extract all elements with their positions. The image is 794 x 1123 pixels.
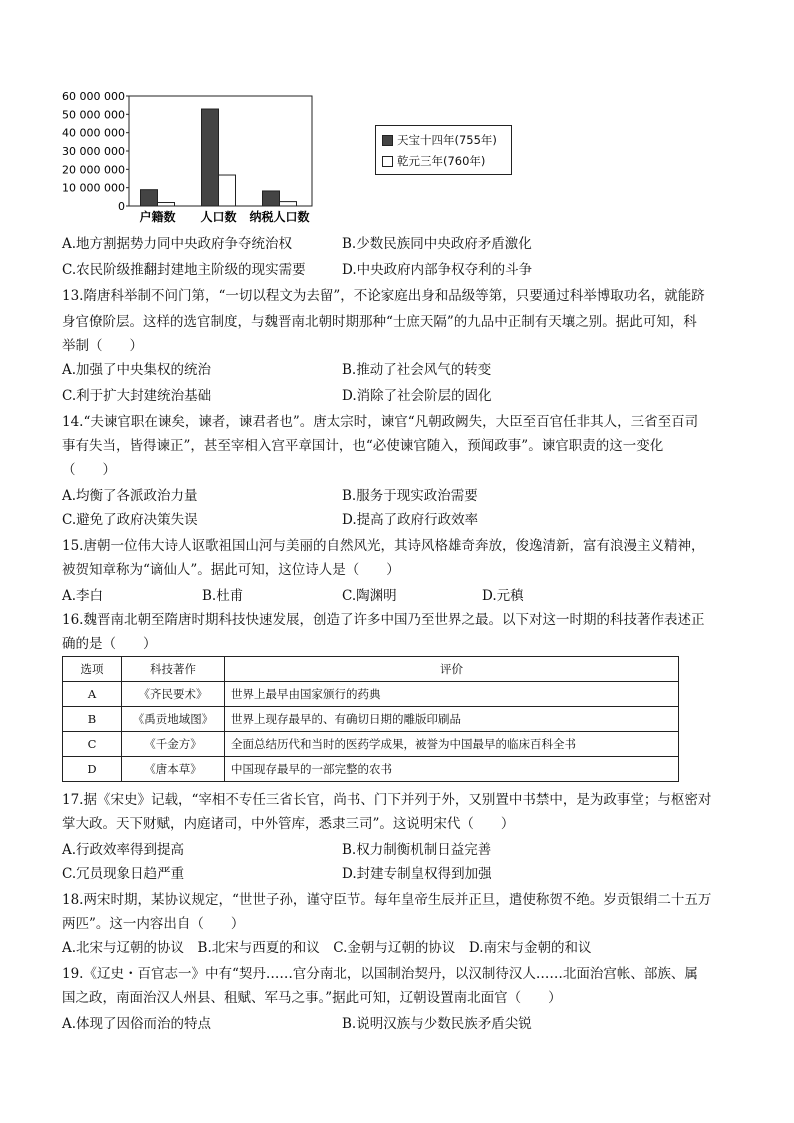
table-cell: C (63, 732, 122, 757)
q17-option-d: D.封建专制皇权得到加强 (342, 866, 492, 882)
q17-option-b: B.权力制衡机制日益完善 (342, 842, 492, 858)
y-tick-label: 30 000 000 (62, 145, 125, 158)
bar (141, 190, 158, 206)
table-cell: D (63, 757, 122, 782)
bar (219, 175, 236, 206)
table-row (63, 682, 679, 707)
x-category-label: 户籍数 (139, 210, 176, 224)
bar (280, 202, 297, 206)
table-cell: 《齐民要术》 (122, 682, 225, 707)
q16-table (62, 656, 679, 782)
q13-stem-line3: 举制（ ） (62, 338, 143, 354)
q17-stem-line2: 掌大政。天下财赋，内庭诸司，中外管库，悉隶三司”。这说明宋代（ ） (62, 816, 515, 832)
population-bar-chart (62, 88, 362, 228)
q14-option-b: B.服务于现实政治需要 (342, 488, 478, 504)
table-cell: 中国现存最早的一部完整的农书 (225, 757, 679, 782)
q18-options: A.北宋与辽朝的协议 B.北宋与西夏的和议 C.金朝与辽朝的协议 D.南宋与金朝的和议 (62, 940, 592, 956)
q12-option-a: A.地方割据势力同中央政府争夺统治权 (62, 236, 293, 252)
chart-legend (375, 125, 512, 175)
q15-option-d: D.元稹 (482, 588, 524, 604)
q14-option-d: D.提高了政府行政效率 (342, 512, 479, 528)
table-cell: 世界上现存最早的、有确切日期的雕版印刷品 (225, 707, 679, 732)
table-cell: B (63, 707, 122, 732)
legend-swatch-light (382, 156, 393, 167)
q19-option-a: A.体现了因俗而治的特点 (62, 1016, 212, 1032)
q17-option-c: C.冗员现象日趋严重 (62, 866, 185, 882)
q13-option-d: D.消除了社会阶层的固化 (342, 388, 492, 404)
q14-stem-line1: 14.“夫谏官职在谏矣，谏者，谏君者也”。唐太宗时，谏官“凡朝政阙失，大臣至百官任非其人，三省至百司 (62, 414, 699, 430)
legend-label-755: 天宝十四年(755年) (397, 133, 497, 147)
table-header-row (63, 657, 679, 682)
q13-option-a: A.加强了中央集权的统治 (62, 362, 212, 378)
q13-stem-line1: 13.隋唐科举制不问门第，“一切以程文为去留”，不论家庭出身和品级等第，只要通过科举博取功名，就能跻 (62, 288, 705, 304)
table-cell: A (63, 682, 122, 707)
q12-option-c: C.农民阶级推翻封建地主阶级的现实需要 (62, 262, 306, 278)
q12-option-d: D.中央政府内部争权夺利的斗争 (342, 262, 533, 278)
table-row (63, 732, 679, 757)
legend-label-760: 乾元三年(760年) (397, 154, 486, 168)
table-header: 科技著作 (122, 657, 225, 682)
q19-stem-line1: 19.《辽史・百官志一》中有“契丹……官分南北，以国制治契丹，以汉制待汉人……北面治宫帐、部族、属 (62, 966, 698, 982)
bar (202, 109, 219, 206)
q13-stem-line2: 身官僚阶层。这样的选官制度，与魏晋南北朝时期那种“士庶天隔”的九品中正制有天壤之别。据此可知，科 (62, 314, 697, 330)
y-tick-label: 50 000 000 (62, 108, 125, 122)
bar (158, 203, 175, 206)
x-category-label: 纳税人口数 (249, 210, 310, 224)
table-cell: 世界上最早由国家颁行的药典 (225, 682, 679, 707)
q19-option-b: B.说明汉族与少数民族矛盾尖锐 (342, 1016, 532, 1032)
y-tick-label: 60 000 000 (62, 90, 125, 103)
x-category-label: 人口数 (200, 210, 237, 224)
q13-option-b: B.推动了社会风气的转变 (342, 362, 492, 378)
table-cell: 全面总结历代和当时的医药学成果，被誉为中国最早的临床百科全书 (225, 732, 679, 757)
q17-stem-line1: 17.据《宋史》记载，“宰相不专任三省长官，尚书、门下并列于外，又别置中书禁中，是为政事堂；与枢密对 (62, 792, 712, 808)
q15-option-c: C.陶渊明 (342, 588, 397, 604)
table-row (63, 757, 679, 782)
q18-stem-line2: 两匹”。这一内容出自（ ） (62, 916, 245, 932)
q16-stem-line1: 16.魏晋南北朝至隋唐时期科技快速发展，创造了许多中国乃至世界之最。以下对这一时期的科技著作表述正 (62, 612, 705, 628)
table-cell: 《禹贡地域图》 (122, 707, 225, 732)
q15-stem-line1: 15.唐朝一位伟大诗人讴歌祖国山河与美丽的自然风光，其诗风格雄奇奔放，俊逸清新，富有浪漫主义精神， (62, 538, 705, 554)
q13-option-c: C.利于扩大封建统治基础 (62, 388, 212, 404)
bar (263, 191, 280, 206)
table-cell: 《唐本草》 (122, 757, 225, 782)
q12-option-b: B.少数民族同中央政府矛盾激化 (342, 236, 532, 252)
legend-item-755 (382, 132, 497, 148)
q18-stem-line1: 18.两宋时期，某协议规定，“世世子孙，谨守臣节。每年皇帝生辰并正旦，遣使称贺不绝。岁贡银绢二十五万 (62, 892, 712, 908)
q15-stem-line2: 被贺知章称为“谪仙人”。据此可知，这位诗人是（ ） (62, 562, 400, 578)
q14-stem-line3: （ ） (62, 462, 116, 478)
table-row (63, 707, 679, 732)
table-header: 评价 (225, 657, 679, 682)
q14-stem-line2: 事有失当，皆得谏正”，甚至宰相入宫平章国计，也“必使谏官随入，预闻政事”。谏官职责的这一变化 (62, 438, 664, 454)
y-tick-label: 0 (118, 200, 125, 213)
q14-option-c: C.避免了政府决策失误 (62, 512, 198, 528)
y-tick-label: 40 000 000 (62, 126, 125, 140)
q15-option-b: B.杜甫 (202, 588, 244, 604)
q14-option-a: A.均衡了各派政治力量 (62, 488, 198, 504)
q17-option-a: A.行政效率得到提高 (62, 842, 185, 858)
y-tick-label: 20 000 000 (62, 163, 125, 177)
q19-stem-line2: 国之政，南面治汉人州县、租赋、军马之事。”据此可知，辽朝设置南北面官（ ） (62, 990, 562, 1006)
table-cell: 《千金方》 (122, 732, 225, 757)
legend-item-760 (382, 153, 485, 169)
table-header: 选项 (63, 657, 122, 682)
y-tick-label: 10 000 000 (62, 181, 125, 195)
q16-stem-line2: 确的是（ ） (62, 636, 157, 652)
legend-swatch-dark (382, 135, 393, 146)
q15-option-a: A.李白 (62, 588, 104, 604)
